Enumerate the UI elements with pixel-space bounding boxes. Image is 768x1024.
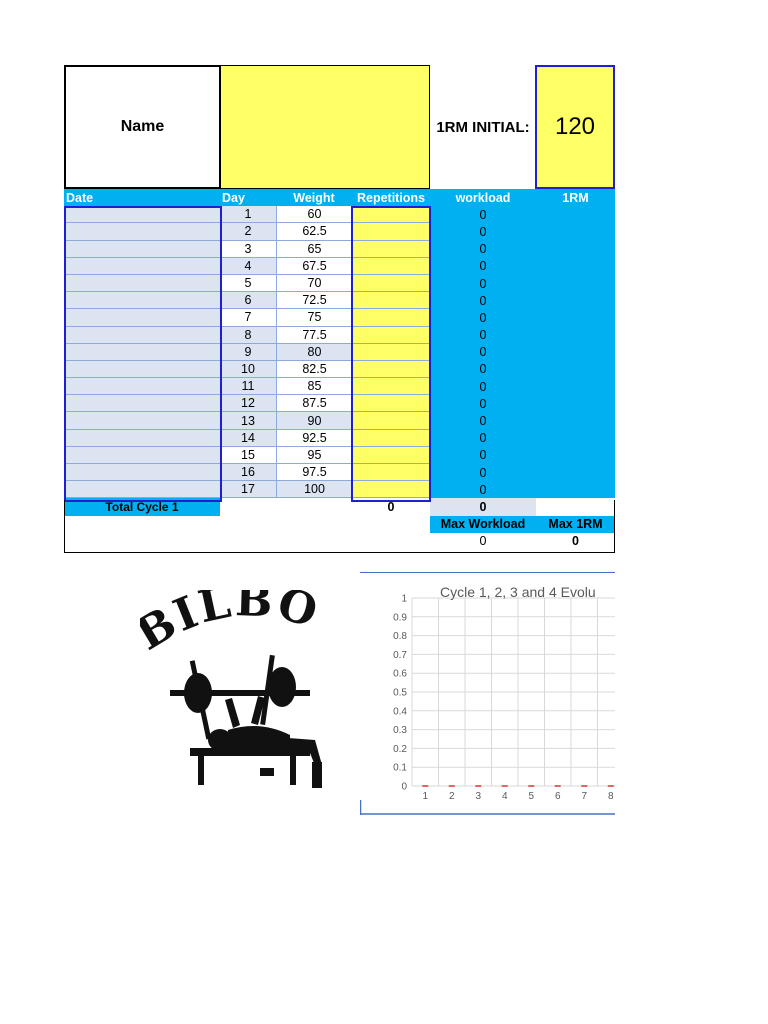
date-cell[interactable] xyxy=(64,412,220,429)
one-rm-cell xyxy=(536,447,615,464)
one-rm-cell xyxy=(536,275,615,292)
date-cell[interactable] xyxy=(64,344,220,361)
day-cell: 5 xyxy=(220,275,276,292)
one-rm-cell xyxy=(536,481,615,498)
table-row xyxy=(64,430,615,447)
day-cell: 3 xyxy=(220,241,276,258)
column-header-repetitions: Repetitions xyxy=(352,189,430,206)
workload-cell: 0 xyxy=(430,223,536,240)
y-tick-label: 0.9 xyxy=(393,612,407,624)
weight-cell: 82.5 xyxy=(276,361,352,378)
day-cell: 11 xyxy=(220,378,276,395)
x-tick-label: 8 xyxy=(607,791,614,802)
column-header-day: Day xyxy=(220,189,276,206)
column-header-date: Date xyxy=(64,189,220,206)
weight-cell: 85 xyxy=(276,378,352,395)
day-cell: 4 xyxy=(220,258,276,275)
workload-cell: 0 xyxy=(430,292,536,309)
x-tick-label: 5 xyxy=(528,791,535,802)
date-cell[interactable] xyxy=(64,447,220,464)
day-cell: 17 xyxy=(220,481,276,498)
day-cell: 13 xyxy=(220,412,276,429)
max-values-row xyxy=(64,533,615,550)
day-cell: 8 xyxy=(220,327,276,344)
one-rm-cell xyxy=(536,258,615,275)
one-rm-cell xyxy=(536,309,615,326)
workload-cell: 0 xyxy=(430,258,536,275)
day-cell: 1 xyxy=(220,206,276,223)
one-rm-initial-label: 1RM INITIAL: xyxy=(436,118,530,136)
one-rm-cell xyxy=(536,430,615,447)
workload-cell: 0 xyxy=(430,309,536,326)
weight-cell: 100 xyxy=(276,481,352,498)
repetitions-cell[interactable] xyxy=(352,309,430,326)
table-row xyxy=(64,206,615,223)
x-tick-label: 1 xyxy=(422,791,429,802)
weight-cell: 95 xyxy=(276,447,352,464)
bilbo-logo xyxy=(140,590,340,795)
repetitions-cell[interactable] xyxy=(352,430,430,447)
workload-cell: 0 xyxy=(430,327,536,344)
name-label: Name xyxy=(64,65,221,189)
table-row xyxy=(64,481,615,498)
date-cell[interactable] xyxy=(64,241,220,258)
repetitions-cell[interactable] xyxy=(352,327,430,344)
repetitions-cell[interactable] xyxy=(352,258,430,275)
one-rm-cell xyxy=(536,361,615,378)
weight-cell: 92.5 xyxy=(276,430,352,447)
workload-cell: 0 xyxy=(430,430,536,447)
date-cell[interactable] xyxy=(64,258,220,275)
date-cell[interactable] xyxy=(64,481,220,498)
max-1rm-label: Max 1RM xyxy=(536,516,615,533)
max-workload-value: 0 xyxy=(479,534,487,549)
workload-cell: 0 xyxy=(430,464,536,481)
weight-cell: 70 xyxy=(276,275,352,292)
one-rm-cell xyxy=(536,327,615,344)
repetitions-cell[interactable] xyxy=(352,206,430,223)
one-rm-cell xyxy=(536,464,615,481)
day-cell: 12 xyxy=(220,395,276,412)
y-tick-label: 0.5 xyxy=(393,687,407,699)
table-body xyxy=(64,206,615,498)
date-cell[interactable] xyxy=(64,395,220,412)
chart-title: Cycle 1, 2, 3 and 4 Evolu xyxy=(440,584,596,600)
workload-cell: 0 xyxy=(430,447,536,464)
repetitions-cell[interactable] xyxy=(352,292,430,309)
date-cell[interactable] xyxy=(64,223,220,240)
one-rm-cell xyxy=(536,344,615,361)
repetitions-cell[interactable] xyxy=(352,464,430,481)
x-tick-label: 3 xyxy=(475,791,482,802)
total-workload: 0 xyxy=(430,498,536,515)
y-tick-label: 0.8 xyxy=(393,631,407,643)
table-row xyxy=(64,447,615,464)
date-cell[interactable] xyxy=(64,309,220,326)
workload-cell: 0 xyxy=(430,378,536,395)
column-header-workload: workload xyxy=(430,189,536,206)
workload-cell: 0 xyxy=(430,361,536,378)
total-row xyxy=(64,498,615,515)
table-row xyxy=(64,344,615,361)
date-cell[interactable] xyxy=(64,361,220,378)
max-workload-label: Max Workload xyxy=(430,516,536,533)
x-tick-label: 4 xyxy=(501,791,508,802)
repetitions-cell[interactable] xyxy=(352,412,430,429)
y-tick-label: 1 xyxy=(401,593,407,605)
day-cell: 15 xyxy=(220,447,276,464)
workload-cell: 0 xyxy=(430,275,536,292)
weight-cell: 62.5 xyxy=(276,223,352,240)
one-rm-cell xyxy=(536,206,615,223)
table-row xyxy=(64,464,615,481)
svg-text:BILBO xyxy=(140,590,325,661)
table-row xyxy=(64,378,615,395)
date-cell[interactable] xyxy=(64,464,220,481)
table-header-row xyxy=(64,189,615,206)
table-row xyxy=(64,223,615,240)
column-header-weight: Weight xyxy=(276,189,352,206)
x-tick-label: 7 xyxy=(581,791,588,802)
y-tick-label: 0.1 xyxy=(393,762,407,774)
day-cell: 7 xyxy=(220,309,276,326)
date-cell[interactable] xyxy=(64,327,220,344)
day-cell: 9 xyxy=(220,344,276,361)
max-1rm-value: 0 xyxy=(572,534,579,549)
table-row xyxy=(64,395,615,412)
cycle-evolution-chart xyxy=(360,572,615,815)
column-header-1rm: 1RM xyxy=(536,189,615,206)
repetitions-cell[interactable] xyxy=(352,447,430,464)
table-row xyxy=(64,412,615,429)
day-cell: 6 xyxy=(220,292,276,309)
x-tick-label: 6 xyxy=(554,791,561,802)
one-rm-cell xyxy=(536,223,615,240)
repetitions-cell[interactable] xyxy=(352,395,430,412)
y-tick-label: 0.2 xyxy=(393,743,407,755)
day-cell: 10 xyxy=(220,361,276,378)
one-rm-cell xyxy=(536,412,615,429)
workload-cell: 0 xyxy=(430,481,536,498)
date-cell[interactable] xyxy=(64,292,220,309)
weight-cell: 80 xyxy=(276,344,352,361)
y-tick-label: 0.4 xyxy=(393,706,407,718)
weight-cell: 97.5 xyxy=(276,464,352,481)
workload-cell: 0 xyxy=(430,344,536,361)
workload-cell: 0 xyxy=(430,412,536,429)
repetitions-cell[interactable] xyxy=(352,275,430,292)
table-row xyxy=(64,327,615,344)
weight-cell: 67.5 xyxy=(276,258,352,275)
name-input[interactable] xyxy=(220,65,430,189)
workload-cell: 0 xyxy=(430,395,536,412)
repetitions-cell[interactable] xyxy=(352,223,430,240)
chart-plot xyxy=(360,572,615,815)
one-rm-cell xyxy=(536,241,615,258)
one-rm-cell xyxy=(536,292,615,309)
repetitions-cell[interactable] xyxy=(352,378,430,395)
repetitions-cell[interactable] xyxy=(352,481,430,498)
table-row xyxy=(64,309,615,326)
x-tick-label: 2 xyxy=(448,791,455,802)
day-cell: 16 xyxy=(220,464,276,481)
workload-cell: 0 xyxy=(430,241,536,258)
weight-cell: 60 xyxy=(276,206,352,223)
day-cell: 2 xyxy=(220,223,276,240)
table-row xyxy=(64,258,615,275)
logo-text: ILBO xyxy=(166,590,325,642)
workload-cell: 0 xyxy=(430,206,536,223)
y-tick-label: 0.6 xyxy=(393,668,407,680)
table-row xyxy=(64,361,615,378)
table-row xyxy=(64,275,615,292)
repetitions-cell[interactable] xyxy=(352,241,430,258)
total-repetitions: 0 xyxy=(387,499,395,514)
date-cell[interactable] xyxy=(64,275,220,292)
date-cell[interactable] xyxy=(64,430,220,447)
y-tick-label: 0 xyxy=(401,781,407,793)
date-cell[interactable] xyxy=(64,378,220,395)
date-cell[interactable] xyxy=(64,206,220,223)
weight-cell: 72.5 xyxy=(276,292,352,309)
weight-cell: 87.5 xyxy=(276,395,352,412)
table-row xyxy=(64,241,615,258)
weight-cell: 65 xyxy=(276,241,352,258)
y-tick-label: 0.7 xyxy=(393,649,407,661)
training-table xyxy=(64,189,615,550)
repetitions-cell[interactable] xyxy=(352,361,430,378)
one-rm-initial-input[interactable]: 120 xyxy=(535,65,615,189)
table-row xyxy=(64,292,615,309)
one-rm-cell xyxy=(536,395,615,412)
day-cell: 14 xyxy=(220,430,276,447)
max-labels-row xyxy=(64,516,615,533)
one-rm-cell xyxy=(536,378,615,395)
weight-cell: 77.5 xyxy=(276,327,352,344)
weight-cell: 75 xyxy=(276,309,352,326)
repetitions-cell[interactable] xyxy=(352,344,430,361)
weight-cell: 90 xyxy=(276,412,352,429)
y-tick-label: 0.3 xyxy=(393,725,407,737)
bench-press-icon xyxy=(140,590,340,795)
total-cycle-label: Total Cycle 1 xyxy=(64,498,220,515)
